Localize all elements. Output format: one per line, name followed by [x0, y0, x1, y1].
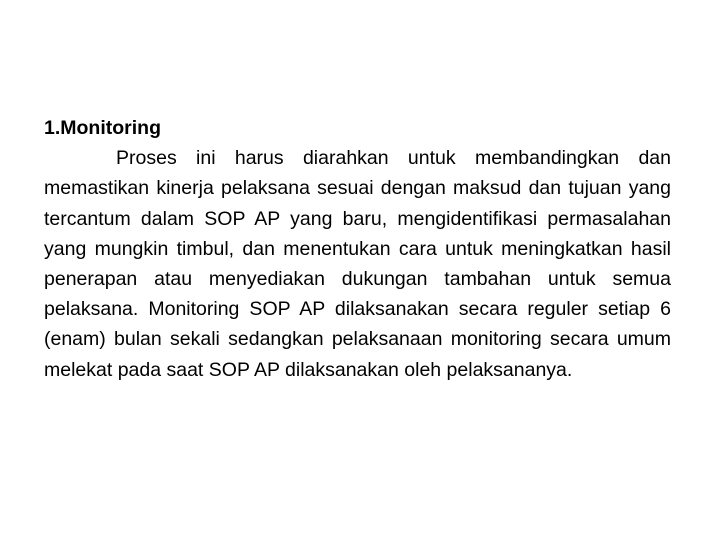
text-block: [44, 113, 671, 385]
section-heading: 1.Monitoring: [44, 117, 161, 139]
section-paragraph: Proses ini harus diarahkan untuk membandingkan dan memastikan kinerja pelaksana sesuai dengan maksud dan tujuan yang tercantum dalam SOP AP yang baru, mengidentifikasi permasalahan yang mungkin timbul, dan menentukan cara untuk meningkatkan hasil penerapan atau menyediakan dukungan tambahan untuk semua pelaksana. Monitoring SOP AP dilaksanakan secara reguler setiap 6 (enam) bulan sekali sedangkan pelaksanaan monitoring secara umum melekat pada saat SOP AP dilaksanakan oleh pelaksananya.: [44, 147, 671, 381]
